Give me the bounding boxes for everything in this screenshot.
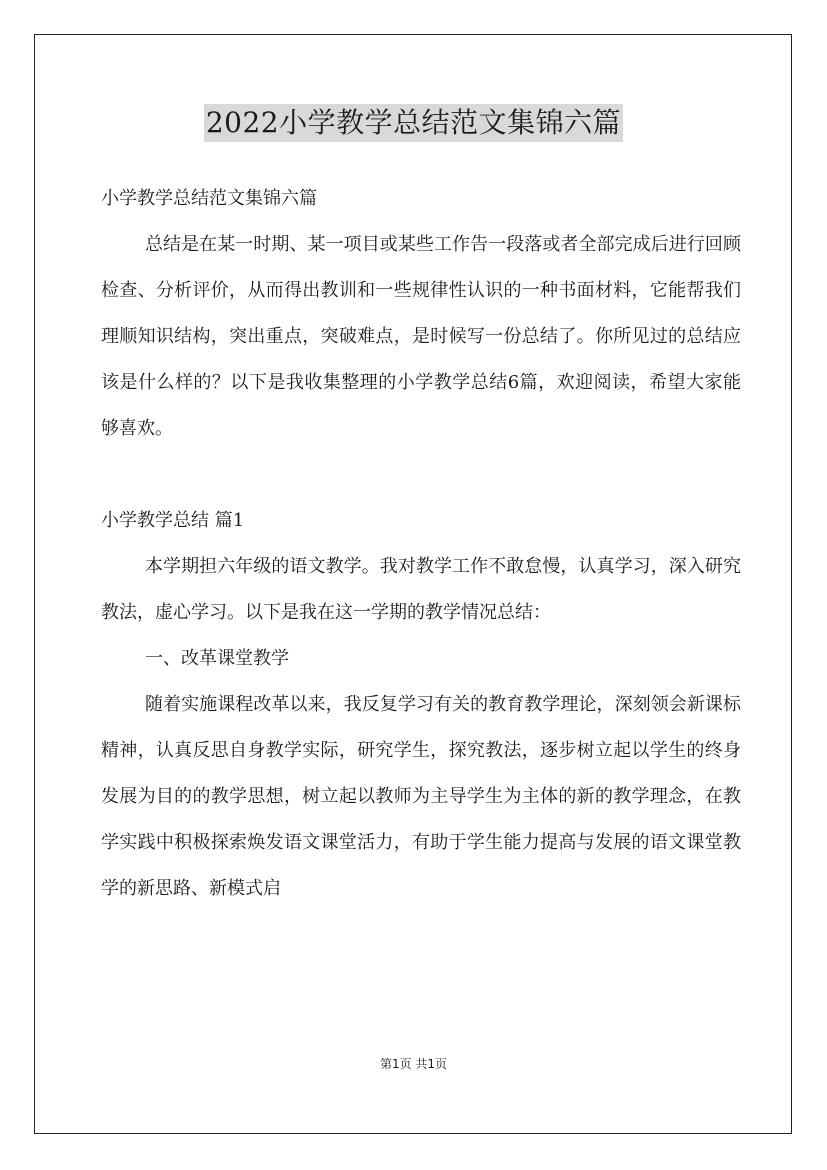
title-container [0,104,827,142]
section-heading: 小学教学总结 篇1 [101,510,245,531]
document-subtitle: 小学教学总结范文集锦六篇 [101,188,317,209]
document-body [101,176,741,912]
intro-paragraph: 总结是在某一时期、某一项目或某些工作告一段落或者全部完成后进行回顾检查、分析评价，从而得出教训和一些规律性认识的一种书面材料，它能帮我们理顺知识结构，突出重点，突破难点，是时候写一份总结了。你所见过的总结应该是什么样的？以下是我收集整理的小学教学总结6篇，欢迎阅读，希望大家能够喜欢。 [101,234,741,439]
body-paragraph-1: 本学期担六年级的语文教学。我对教学工作不敢怠慢，认真学习，深入研究教法，虚心学习。以下是我在这一学期的教学情况总结： [101,556,741,623]
body-paragraph-2: 随着实施课程改革以来，我反复学习有关的教育教学理论，深刻领会新课标精神，认真反思自身教学实际，研究学生，探究教法，逐步树立起以学生的终身发展为目的的教学思想，树立起以教师为主导学生为主体的新的教学理念，在教学实践中积极探索焕发语文课堂活力，有助于学生能力提高与发展的语文课堂教学的新思路、新模式启 [101,694,741,899]
page-footer: 第1页 共1页 [379,1057,448,1071]
document-title: 2022小学教学总结范文集锦六篇 [204,104,623,142]
item-heading: 一、改革课堂教学 [145,648,289,669]
